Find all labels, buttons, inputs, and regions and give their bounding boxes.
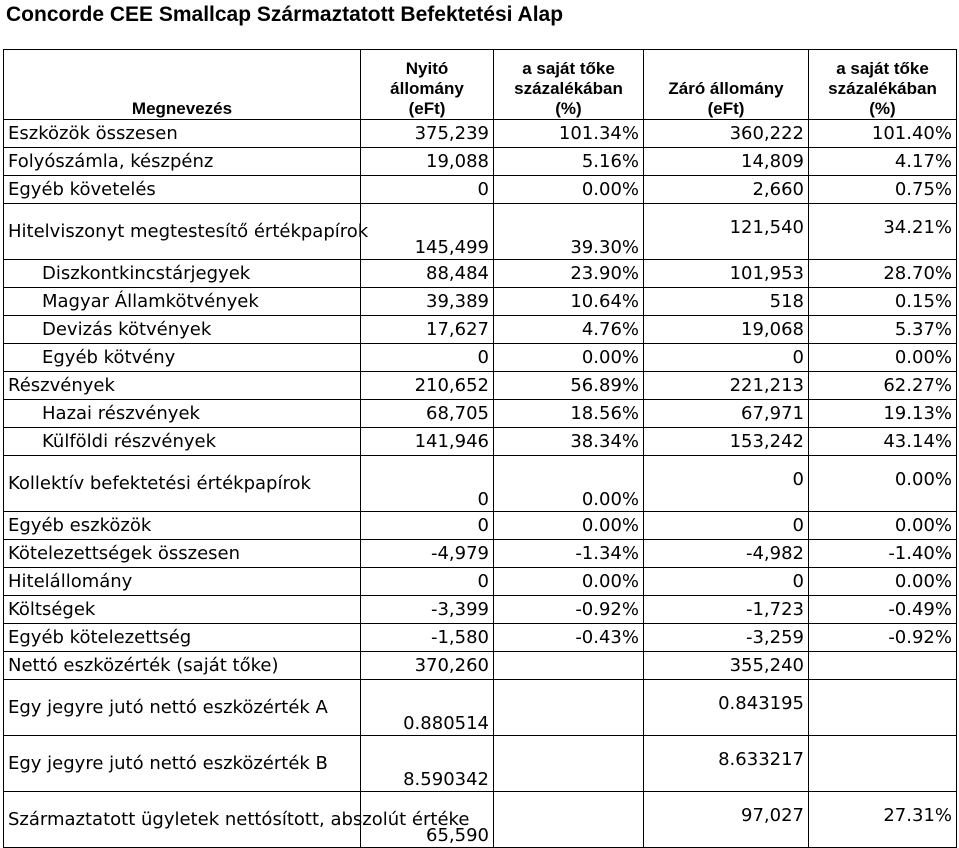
row-closing-pct [809, 652, 957, 680]
table-row [4, 624, 957, 652]
header-opening-pct-line: a saját tőke [522, 59, 615, 78]
row-opening: -1,580 [361, 624, 494, 652]
row-opening-pct: 101.34% [494, 120, 644, 148]
table-row [4, 568, 957, 596]
row-name: Egyéb követelés [4, 176, 361, 204]
row-name: Hitelállomány [4, 568, 361, 596]
table-row [4, 204, 957, 260]
row-closing-pct: -0.49% [809, 596, 957, 624]
row-name: Részvények [4, 372, 361, 400]
row-opening: 141,946 [361, 428, 494, 456]
row-opening-pct: 0.00% [494, 344, 644, 372]
table-row [4, 456, 957, 512]
row-closing-pct: 0.00% [809, 456, 957, 512]
table-row [4, 512, 957, 540]
row-name: Egy jegyre jutó nettó eszközérték B [4, 736, 361, 792]
header-closing-pct-line: százalékában [828, 79, 937, 98]
row-closing: 0 [644, 456, 809, 512]
row-opening-pct: -0.43% [494, 624, 644, 652]
row-name: Diszkontkincstárjegyek [4, 260, 361, 288]
row-opening-pct [494, 792, 644, 848]
row-name: Devizás kötvények [4, 316, 361, 344]
row-name: Egyéb kötvény [4, 344, 361, 372]
header-opening-pct-line: (%) [555, 99, 582, 118]
row-closing-pct: -0.92% [809, 624, 957, 652]
row-closing-pct: 0.00% [809, 512, 957, 540]
row-closing: 97,027 [644, 792, 809, 848]
table-row [4, 596, 957, 624]
row-closing: 14,809 [644, 148, 809, 176]
row-closing: 67,971 [644, 400, 809, 428]
row-opening: 0.880514 [361, 680, 494, 736]
row-opening: 0 [361, 344, 494, 372]
table-row [4, 260, 957, 288]
row-closing: 153,242 [644, 428, 809, 456]
portfolio-table [3, 49, 957, 848]
header-opening-line: Nyitó [405, 59, 449, 78]
row-opening-pct: 23.90% [494, 260, 644, 288]
table-row [4, 400, 957, 428]
row-closing-pct: 0.00% [809, 344, 957, 372]
row-name: Folyószámla, készpénz [4, 148, 361, 176]
row-closing: 2,660 [644, 176, 809, 204]
row-closing-pct: 34.21% [809, 204, 957, 260]
row-closing-pct: 5.37% [809, 316, 957, 344]
row-closing-pct [809, 680, 957, 736]
row-closing: -4,982 [644, 540, 809, 568]
row-closing: 221,213 [644, 372, 809, 400]
row-opening-pct: -1.34% [494, 540, 644, 568]
row-opening-pct [494, 736, 644, 792]
row-opening-pct: 0.00% [494, 512, 644, 540]
row-closing: 518 [644, 288, 809, 316]
header-closing-pct [809, 50, 957, 120]
row-closing: 19,068 [644, 316, 809, 344]
table-row [4, 540, 957, 568]
table-row [4, 316, 957, 344]
row-name: Külföldi részvények [4, 428, 361, 456]
header-opening-pct-line: százalékában [514, 79, 623, 98]
row-name: Egy jegyre jutó nettó eszközérték A [4, 680, 361, 736]
row-closing: -1,723 [644, 596, 809, 624]
row-closing-pct: 27.31% [809, 792, 957, 848]
row-opening: 0 [361, 512, 494, 540]
table-row [4, 652, 957, 680]
header-opening-line: állomány [390, 79, 464, 98]
header-opening-line: (eFt) [408, 99, 446, 118]
row-closing: 0 [644, 568, 809, 596]
row-name: Kötelezettségek összesen [4, 540, 361, 568]
row-opening: 17,627 [361, 316, 494, 344]
row-closing-pct: 4.17% [809, 148, 957, 176]
row-closing-pct: 0.00% [809, 568, 957, 596]
row-opening-pct: 0.00% [494, 568, 644, 596]
row-opening: 0 [361, 176, 494, 204]
row-opening: -3,399 [361, 596, 494, 624]
header-opening-pct [494, 50, 644, 120]
row-closing: -3,259 [644, 624, 809, 652]
row-name: Magyar Államkötvények [4, 288, 361, 316]
header-closing [644, 50, 809, 120]
row-closing: 121,540 [644, 204, 809, 260]
row-closing-pct: 62.27% [809, 372, 957, 400]
row-closing-pct: 43.14% [809, 428, 957, 456]
row-opening: 0 [361, 456, 494, 512]
row-closing-pct: 0.75% [809, 176, 957, 204]
table-body [4, 120, 957, 848]
row-opening: 88,484 [361, 260, 494, 288]
header-closing-line: (eFt) [707, 99, 745, 118]
row-opening-pct: 18.56% [494, 400, 644, 428]
row-closing: 8.633217 [644, 736, 809, 792]
row-closing: 0 [644, 512, 809, 540]
table-row [4, 736, 957, 792]
row-opening: 0 [361, 568, 494, 596]
header-closing-pct-line: a saját tőke [836, 59, 929, 78]
row-name: Egyéb eszközök [4, 512, 361, 540]
header-row [4, 50, 957, 120]
row-opening-pct: 10.64% [494, 288, 644, 316]
row-closing: 0 [644, 344, 809, 372]
row-closing-pct: 28.70% [809, 260, 957, 288]
row-closing: 360,222 [644, 120, 809, 148]
row-closing-pct: 0.15% [809, 288, 957, 316]
table-row [4, 792, 957, 848]
row-opening: 375,239 [361, 120, 494, 148]
row-name: Költségek [4, 596, 361, 624]
row-opening: 370,260 [361, 652, 494, 680]
row-opening-pct: 4.76% [494, 316, 644, 344]
row-opening: 65,590 [361, 792, 494, 848]
row-closing-pct: 19.13% [809, 400, 957, 428]
row-opening-pct: 0.00% [494, 456, 644, 512]
row-opening-pct: 39.30% [494, 204, 644, 260]
row-opening: -4,979 [361, 540, 494, 568]
row-opening: 19,088 [361, 148, 494, 176]
row-opening-pct: 38.34% [494, 428, 644, 456]
row-opening-pct [494, 652, 644, 680]
row-closing: 101,953 [644, 260, 809, 288]
header-closing-line: Záró állomány [668, 79, 784, 98]
table-row [4, 176, 957, 204]
row-name: Hazai részvények [4, 400, 361, 428]
row-name: Kollektív befektetési értékpapírok [4, 456, 361, 512]
table-row [4, 344, 957, 372]
row-opening-pct: -0.92% [494, 596, 644, 624]
table-row [4, 680, 957, 736]
table-row [4, 120, 957, 148]
row-opening: 68,705 [361, 400, 494, 428]
row-closing-pct: -1.40% [809, 540, 957, 568]
table-row [4, 372, 957, 400]
row-opening: 145,499 [361, 204, 494, 260]
row-opening: 39,389 [361, 288, 494, 316]
table-row [4, 428, 957, 456]
header-closing-pct-line: (%) [869, 99, 896, 118]
row-opening: 210,652 [361, 372, 494, 400]
row-name: Egyéb kötelezettség [4, 624, 361, 652]
row-opening-pct [494, 680, 644, 736]
row-name: Eszközök összesen [4, 120, 361, 148]
header-opening [361, 50, 494, 120]
row-name: Származtatott ügyletek nettósított, abszolút értéke [4, 792, 361, 848]
row-opening-pct: 0.00% [494, 176, 644, 204]
table-row [4, 148, 957, 176]
row-name: Hitelviszonyt megtestesítő értékpapírok [4, 204, 361, 260]
row-closing-pct: 101.40% [809, 120, 957, 148]
header-name: Megnevezés [4, 50, 361, 120]
page-title: Concorde CEE Smallcap Származtatott Befektetési Alap [6, 3, 564, 26]
row-opening-pct: 56.89% [494, 372, 644, 400]
row-opening: 8.590342 [361, 736, 494, 792]
row-closing-pct [809, 736, 957, 792]
row-closing: 355,240 [644, 652, 809, 680]
table-row [4, 288, 957, 316]
row-closing: 0.843195 [644, 680, 809, 736]
row-opening-pct: 5.16% [494, 148, 644, 176]
row-name: Nettó eszközérték (saját tőke) [4, 652, 361, 680]
